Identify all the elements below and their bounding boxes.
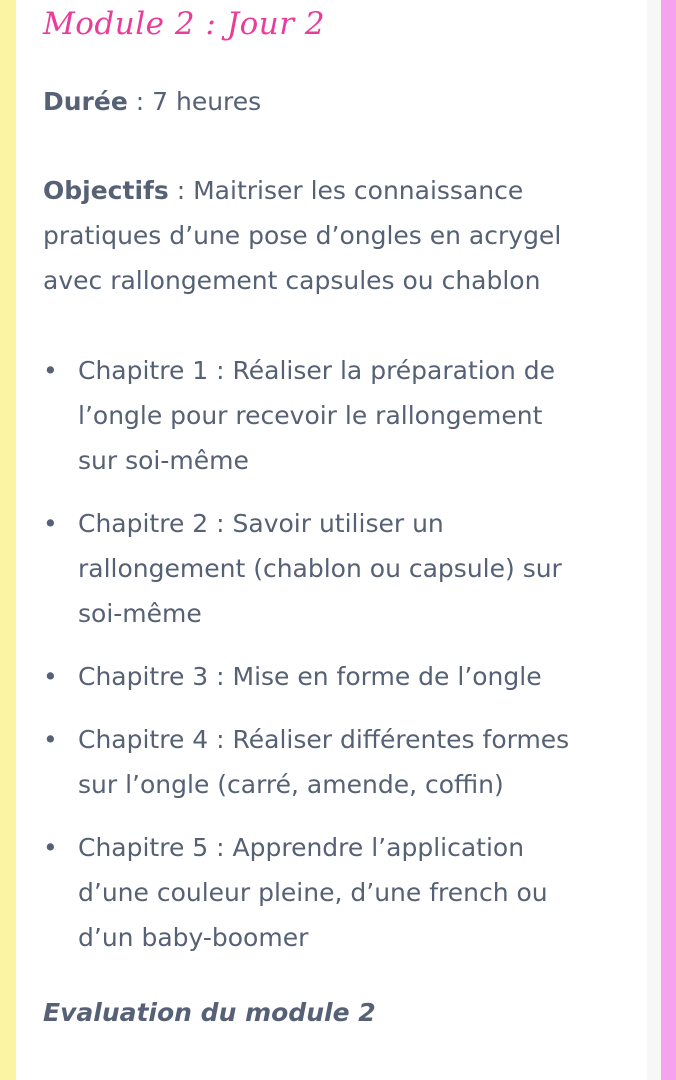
- list-item-chapitre-5: [43, 825, 643, 960]
- list-item-chapitre-1: [43, 348, 643, 483]
- chapter-line: Chapitre 2 : Savoir utiliser un: [78, 509, 444, 538]
- bullet-icon: •: [43, 833, 58, 862]
- chapter-line: rallongement (chablon ou capsule) sur: [78, 554, 562, 583]
- duree-value: 7 heures: [152, 87, 262, 116]
- chapter-list: [43, 348, 643, 978]
- chapter-line: sur soi-même: [78, 446, 249, 475]
- chapter-line: soi-même: [78, 599, 202, 628]
- chapter-line: Chapitre 5 : Apprendre l’application: [78, 833, 525, 862]
- duree-separator: :: [127, 87, 153, 116]
- objectifs-text-1: Maitriser les connaissance: [193, 176, 524, 205]
- objectifs-line-3: [43, 258, 540, 303]
- chapter-line: Chapitre 1 : Réaliser la préparation de: [78, 356, 556, 385]
- objectifs-separator: :: [168, 176, 194, 205]
- chapter-line: Chapitre 3 : Mise en forme de l’ongle: [78, 662, 542, 691]
- objectifs-line-1: [43, 168, 523, 213]
- bullet-icon: •: [43, 356, 58, 385]
- module-title: Module 2 : Jour 2: [43, 6, 326, 42]
- duree-line: [43, 79, 261, 124]
- left-yellow-stripe: [0, 0, 16, 1080]
- chapter-line: d’une couleur pleine, d’une french ou: [78, 878, 548, 907]
- objectifs-text-2: pratiques d’une pose d’ongles en acrygel: [43, 221, 562, 250]
- evaluation-heading: Evaluation du module 2: [43, 998, 376, 1027]
- chapter-line: l’ongle pour recevoir le rallongement: [78, 401, 543, 430]
- right-gap: [647, 0, 661, 1080]
- objectifs-label: Objectifs: [43, 176, 169, 205]
- objectifs-text-3: avec rallongement capsules ou chablon: [43, 266, 541, 295]
- list-item-chapitre-4: [43, 717, 643, 807]
- right-pink-stripe: [661, 0, 676, 1080]
- list-item-chapitre-3: [43, 654, 643, 699]
- bullet-icon: •: [43, 725, 58, 754]
- duree-label: Durée: [43, 87, 128, 116]
- chapter-line: sur l’ongle (carré, amende, coffin): [78, 770, 504, 799]
- chapter-line: Chapitre 4 : Réaliser différentes formes: [78, 725, 570, 754]
- objectifs-line-2: [43, 213, 561, 258]
- chapter-line: d’un baby-boomer: [78, 923, 309, 952]
- bullet-icon: •: [43, 509, 58, 538]
- list-item-chapitre-2: [43, 501, 643, 636]
- bullet-icon: •: [43, 662, 58, 691]
